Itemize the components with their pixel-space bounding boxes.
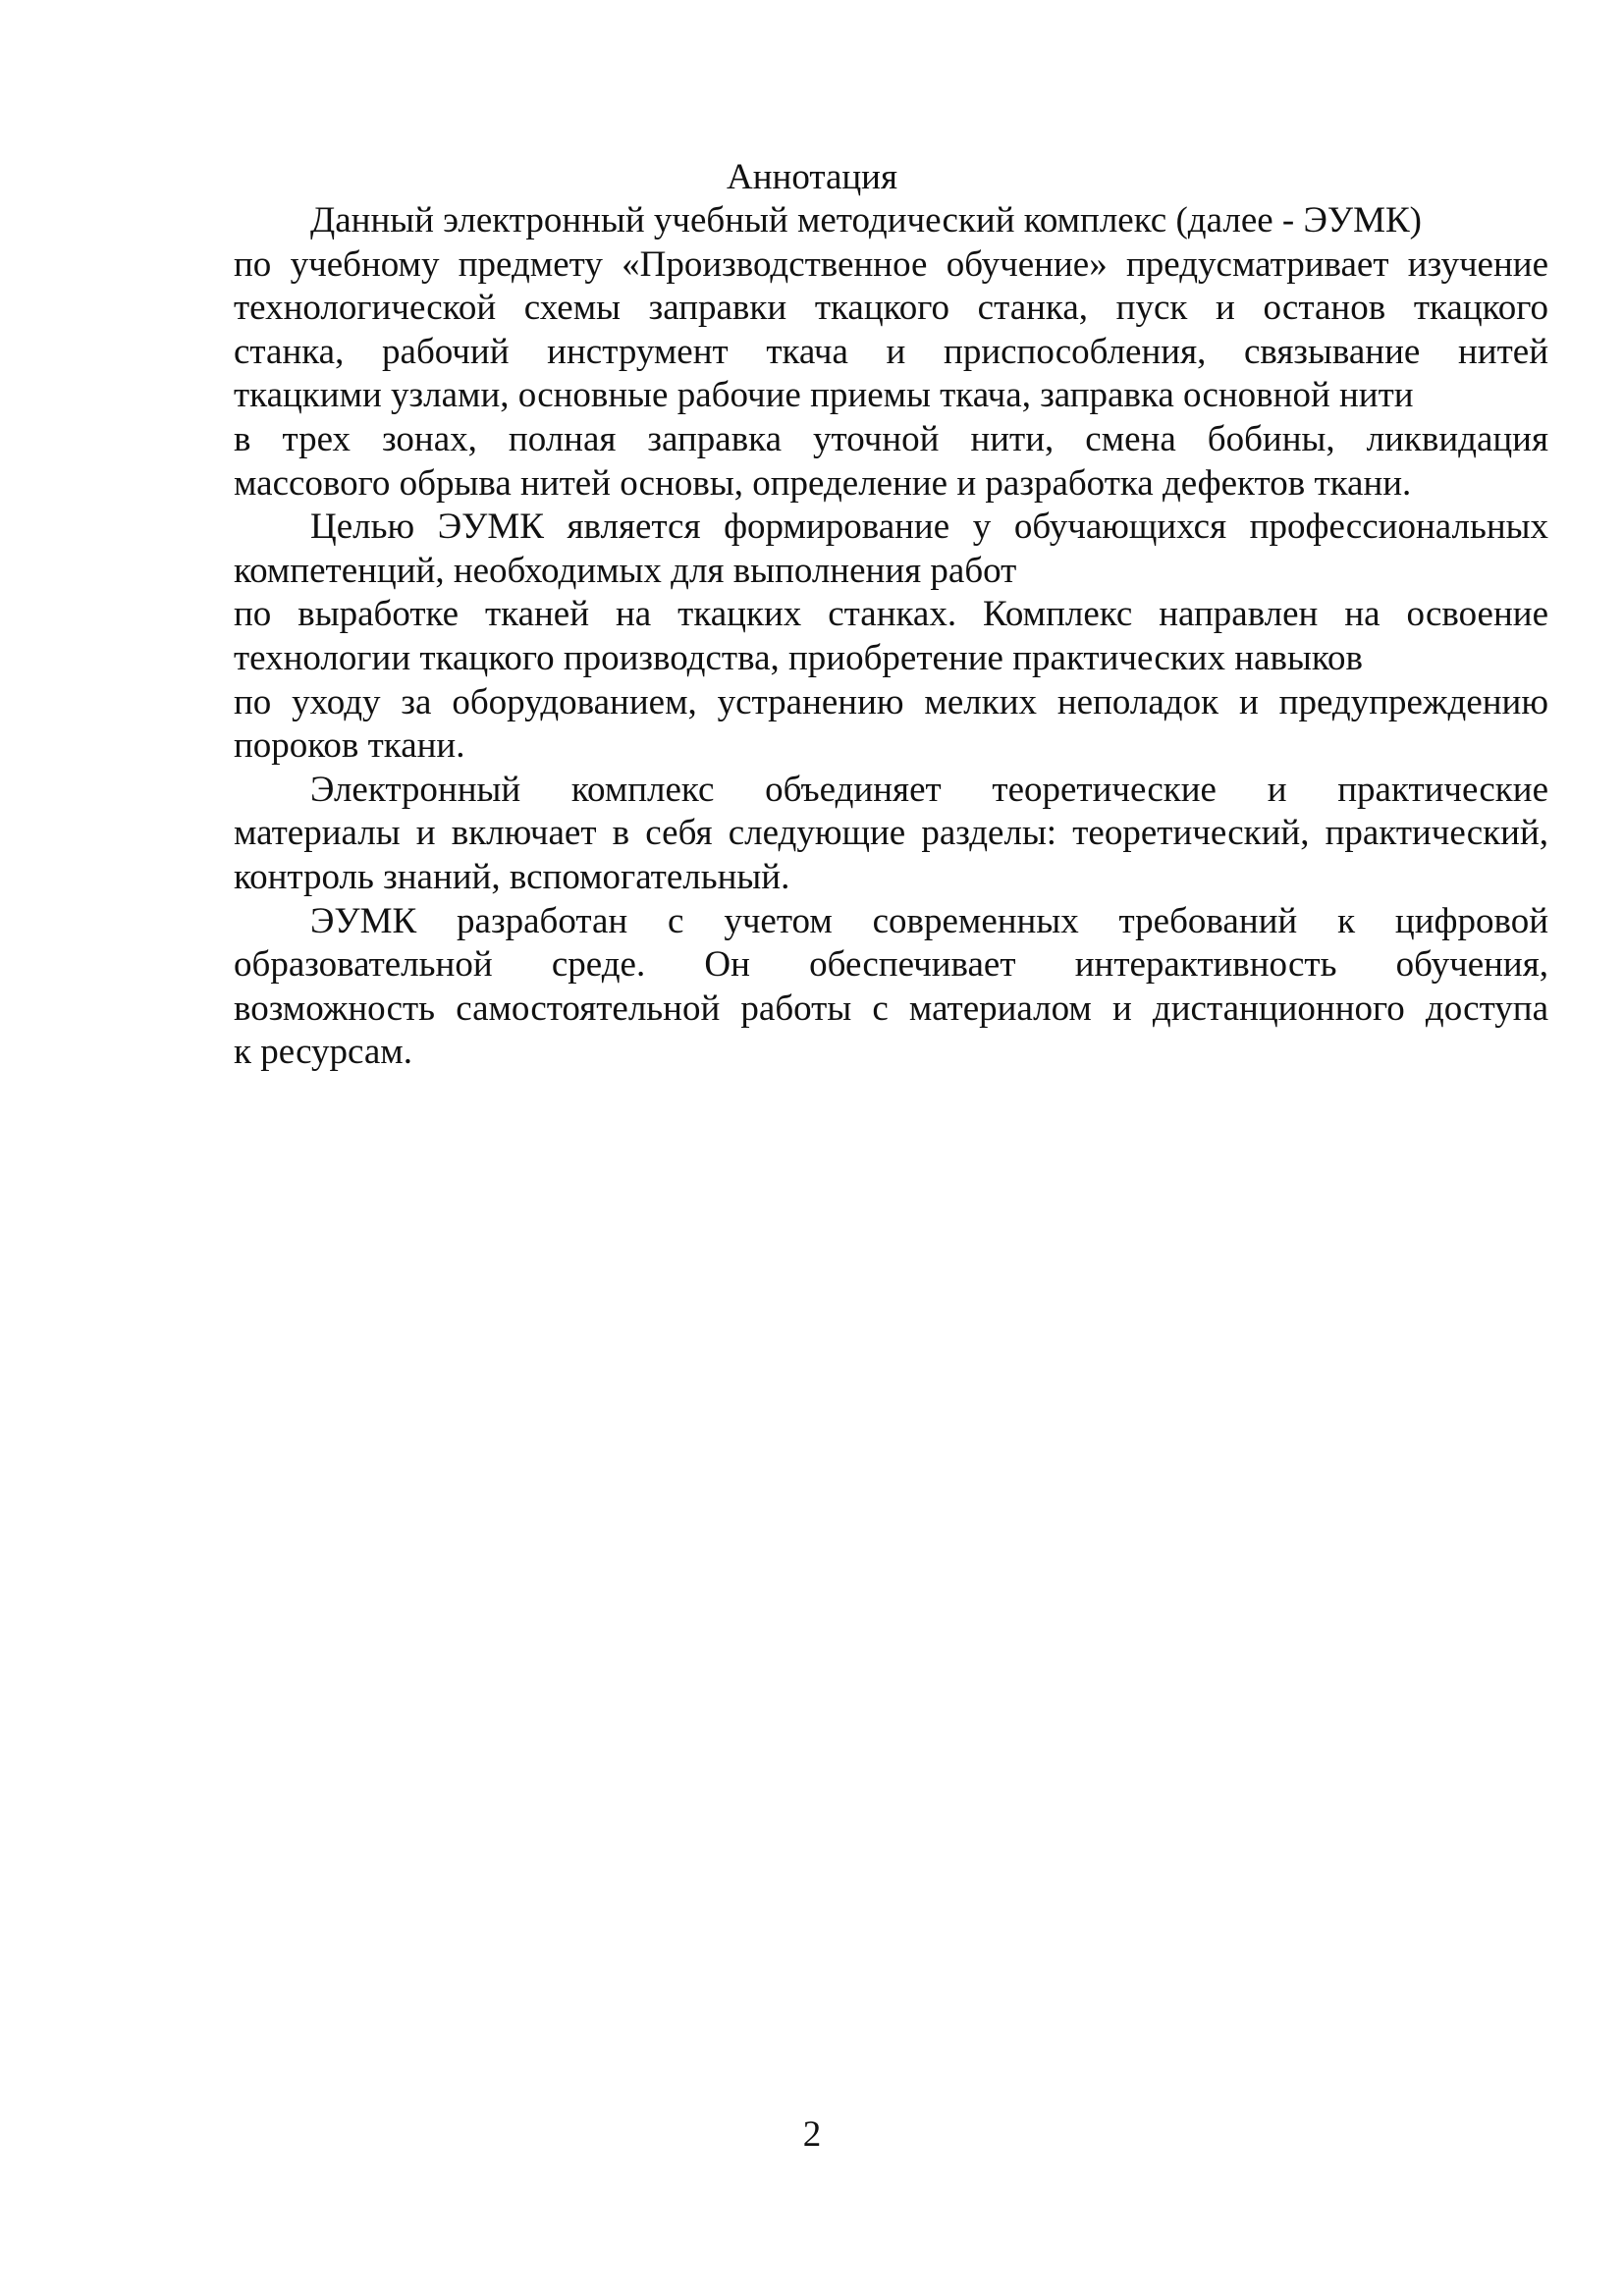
text-line: возможность самостоятельной работы с материалом и дистанционного доступа: [234, 988, 1548, 1029]
text-line: станка, рабочий инструмент ткача и приспособления, связывание нитей: [234, 331, 1548, 372]
text-line: Целью ЭУМК является формирование у обучающихся профессиональных: [310, 507, 1548, 548]
text-line: к ресурсам.: [234, 1032, 412, 1073]
text-line: по уходу за оборудованием, устранению мелких неполадок и предупреждению: [234, 681, 1548, 722]
page-number: 2: [802, 2114, 822, 2155]
text-line: в трех зонах, полная заправка уточной нити, смена бобины, ликвидация: [234, 418, 1548, 459]
text-line: ЭУМК разработан с учетом современных требований к цифровой: [310, 900, 1548, 941]
text-line: массового обрыва нитей основы, определение и разработка дефектов ткани.: [234, 462, 1412, 504]
text-line: по выработке тканей на ткацких станках. Комплекс направлен на освоение: [234, 594, 1548, 635]
text-line: материалы и включает в себя следующие разделы: теоретический, практический,: [234, 813, 1548, 854]
page-title: Аннотация: [727, 157, 897, 197]
annotation-text: [234, 199, 1548, 1075]
text-line: образовательной среде. Он обеспечивает интерактивность обучения,: [234, 944, 1548, 986]
text-line: Электронный комплекс объединяет теоретические и практические: [310, 769, 1548, 810]
text-line: по учебному предмету «Производственное обучение» предусматривает изучение: [234, 243, 1548, 285]
text-line: Данный электронный учебный методический комплекс (далее - ЭУМК): [310, 200, 1423, 240]
text-line: технологии ткацкого производства, приобретение практических навыков: [234, 637, 1363, 678]
text-line: ткацкими узлами, основные рабочие приемы ткача, заправка основной нити: [234, 375, 1414, 416]
text-line: технологической схемы заправки ткацкого станка, пуск и останов ткацкого: [234, 288, 1548, 329]
text-line: пороков ткани.: [234, 725, 465, 767]
text-line: контроль знаний, вспомогательный.: [234, 856, 790, 897]
text-line: компетенций, необходимых для выполнения работ: [234, 550, 1017, 591]
